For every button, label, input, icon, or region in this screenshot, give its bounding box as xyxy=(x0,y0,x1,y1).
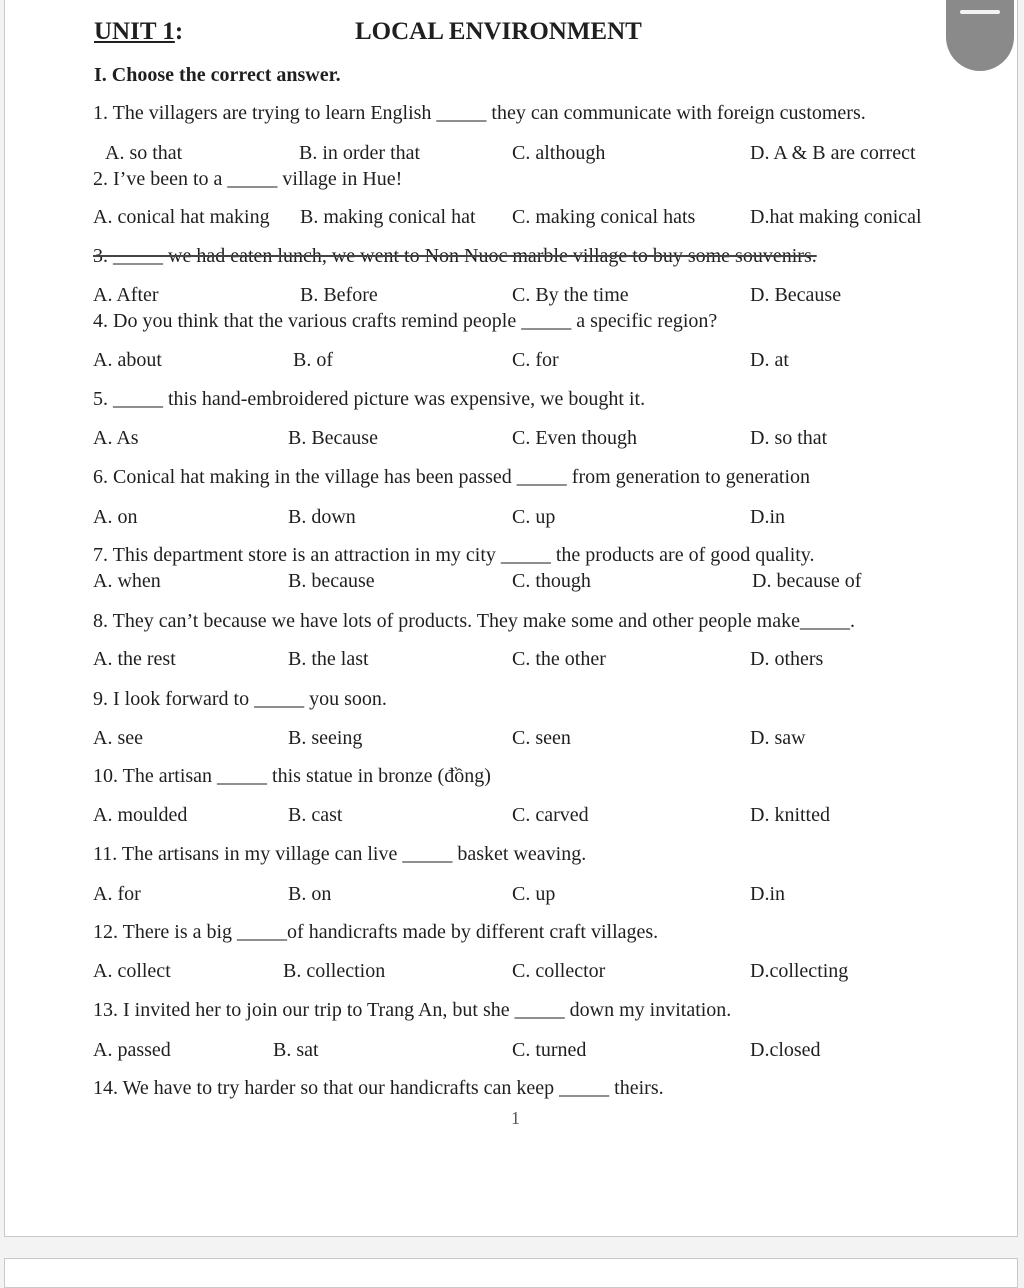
question-text: 13. I invited her to join our trip to Trang An, but she _____ down my invitation. xyxy=(93,999,732,1021)
answer-option: D.in xyxy=(750,883,785,905)
answer-option: B. seeing xyxy=(288,727,363,749)
answer-option: B. because xyxy=(288,570,375,592)
answer-option: A. passed xyxy=(93,1039,171,1061)
answer-option: D.hat making conical xyxy=(750,206,922,228)
answer-option: D. so that xyxy=(750,427,828,449)
answer-option: C. By the time xyxy=(512,284,629,306)
answer-option: C. turned xyxy=(512,1039,587,1061)
answer-option: B. the last xyxy=(288,648,369,670)
answer-option: A. As xyxy=(93,427,139,449)
answer-option: B. on xyxy=(288,883,332,905)
answer-option: B. Because xyxy=(288,427,378,449)
question-text: 1. The villagers are trying to learn English _____ they can communicate with foreign customers. xyxy=(93,102,866,124)
question-text: 3. _____ we had eaten lunch, we went to Non Nuoc marble village to buy some souvenirs. xyxy=(93,245,817,267)
answer-option: B. of xyxy=(293,349,333,371)
answer-option: A. when xyxy=(93,570,161,592)
answer-option: C. collector xyxy=(512,960,606,982)
answer-option: D. saw xyxy=(750,727,806,749)
question-text: 6. Conical hat making in the village has been passed _____ from generation to generation xyxy=(93,466,811,488)
question-text: 4. Do you think that the various crafts remind people _____ a specific region? xyxy=(93,310,718,332)
answer-option: C. up xyxy=(512,883,556,905)
page-title: LOCAL ENVIRONMENT xyxy=(355,18,642,45)
answer-option: B. making conical hat xyxy=(300,206,476,228)
answer-option: C. seen xyxy=(512,727,571,749)
answer-option: B. Before xyxy=(300,284,378,306)
answer-option: A. on xyxy=(93,506,138,528)
answer-option: C. up xyxy=(512,506,556,528)
answer-option: B. in order that xyxy=(299,142,421,164)
section-heading: I. Choose the correct answer. xyxy=(94,64,341,86)
answer-option: D. knitted xyxy=(750,804,830,826)
answer-option: C. making conical hats xyxy=(512,206,696,228)
answer-option: B. collection xyxy=(283,960,386,982)
question-text: 14. We have to try harder so that our handicrafts can keep _____ theirs. xyxy=(93,1077,664,1099)
answer-option: A. collect xyxy=(93,960,171,982)
answer-option: B. sat xyxy=(273,1039,319,1061)
question-text: 5. _____ this hand-embroidered picture was expensive, we bought it. xyxy=(93,388,646,410)
answer-option: D.in xyxy=(750,506,785,528)
question-text: 2. I’ve been to a _____ village in Hue! xyxy=(93,168,403,190)
answer-option: C. though xyxy=(512,570,591,592)
answer-option: A. see xyxy=(93,727,143,749)
answer-option: C. for xyxy=(512,349,559,371)
answer-option: B. down xyxy=(288,506,356,528)
answer-option: A. about xyxy=(93,349,162,371)
answer-option: C. although xyxy=(512,142,606,164)
answer-option: A. for xyxy=(93,883,141,905)
unit-label: UNIT 1: xyxy=(94,18,184,45)
answer-option: C. Even though xyxy=(512,427,637,449)
answer-option: D. A & B are correct xyxy=(750,142,916,164)
answer-option: C. the other xyxy=(512,648,606,670)
question-text: 11. The artisans in my village can live _____ basket weaving. xyxy=(93,843,587,865)
answer-option: D. Because xyxy=(750,284,842,306)
answer-option: D. at xyxy=(750,349,789,371)
answer-option: A. so that xyxy=(105,142,183,164)
question-text: 8. They can’t because we have lots of products. They make some and other people make_____. xyxy=(93,610,855,632)
question-text: 7. This department store is an attraction in my city _____ the products are of good quality. xyxy=(93,544,815,566)
answer-option: A. conical hat making xyxy=(93,206,270,228)
answer-option: A. the rest xyxy=(93,648,176,670)
answer-option: D. because of xyxy=(752,570,862,592)
answer-option: B. cast xyxy=(288,804,343,826)
next-page-edge xyxy=(4,1258,1018,1288)
scroll-handle[interactable] xyxy=(946,0,1014,71)
question-text: 12. There is a big _____of handicrafts made by different craft villages. xyxy=(93,921,659,943)
answer-option: D. others xyxy=(750,648,824,670)
answer-option: A. moulded xyxy=(93,804,188,826)
question-text: 10. The artisan _____ this statue in bronze (đồng) xyxy=(93,765,491,787)
answer-option: A. After xyxy=(93,284,159,306)
question-text: 9. I look forward to _____ you soon. xyxy=(93,688,387,710)
answer-option: D.collecting xyxy=(750,960,849,982)
worksheet-page xyxy=(4,0,1018,1237)
handle-grip-icon xyxy=(960,10,1000,14)
answer-option: C. carved xyxy=(512,804,589,826)
page-number: 1 xyxy=(511,1108,520,1128)
answer-option: D.closed xyxy=(750,1039,821,1061)
